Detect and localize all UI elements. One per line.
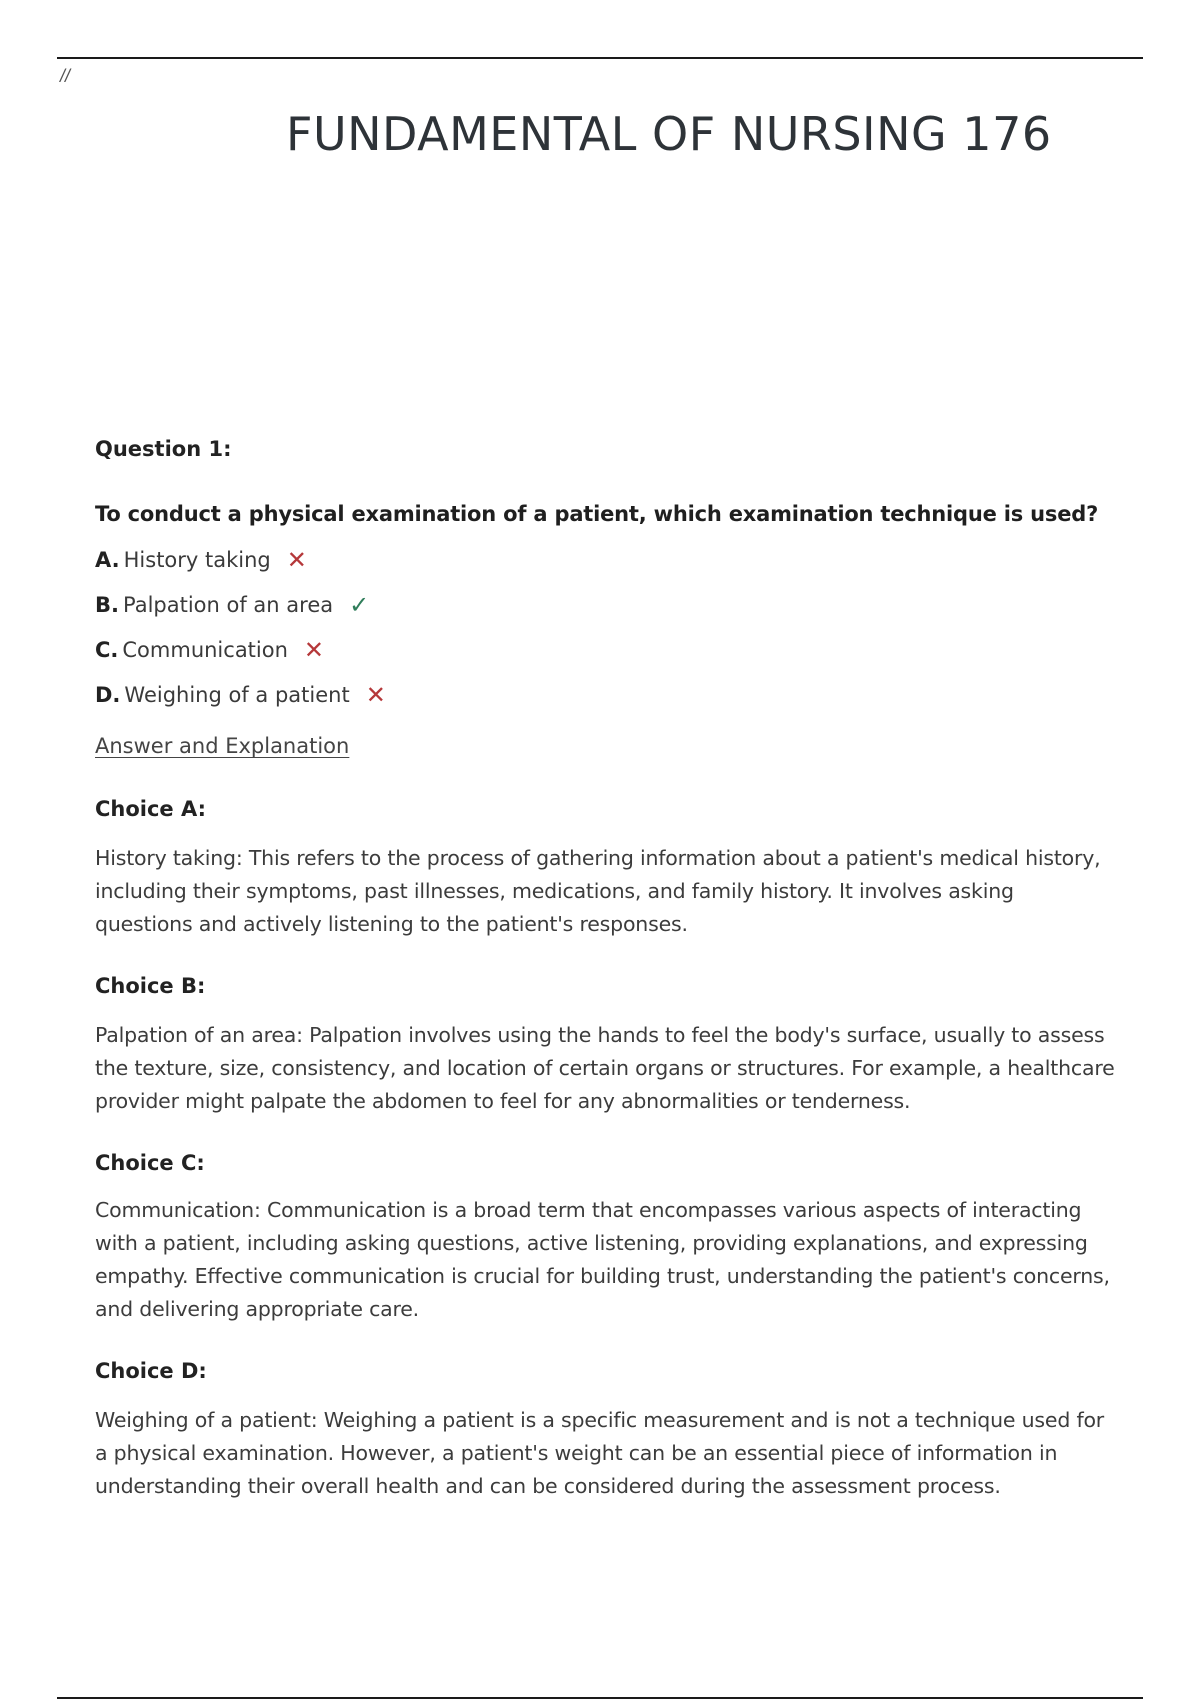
choice-c-heading: Choice C: <box>95 1151 205 1175</box>
choice-b-explanation: Palpation of an area: Palpation involves using the hands to feel the body's surface, usually to assess the texture, size, consistency, and location of certain organs or structures. For example, a healthcare provider might palpate the abdomen to feel for any abnormalities or tenderness. <box>95 1023 1115 1113</box>
question-section <box>95 434 1115 1503</box>
option-letter: C. <box>95 638 119 662</box>
bottom-rule <box>57 1697 1143 1699</box>
option-b[interactable] <box>95 590 1115 620</box>
cross-icon: ✕ <box>286 546 307 574</box>
document-title: FUNDAMENTAL OF NURSING 176 <box>286 106 1052 161</box>
choice-d-explanation: Weighing of a patient: Weighing a patient is a specific measurement and is not a technique used for a physical examination. However, a patient's weight can be an essential piece of information in understanding their overall health and can be considered during the assessment process. <box>95 1408 1105 1498</box>
corner-mark: // <box>60 66 71 86</box>
option-letter: B. <box>95 593 119 617</box>
option-text: Palpation of an area <box>122 593 334 617</box>
option-letter: A. <box>95 548 120 572</box>
option-text: Weighing of a patient <box>124 683 350 707</box>
cross-icon: ✕ <box>365 681 386 709</box>
check-icon: ✓ <box>349 591 370 619</box>
choice-a-heading: Choice A: <box>95 797 207 821</box>
choice-a-explanation: History taking: This refers to the process of gathering information about a patient's medical history, including their symptoms, past illnesses, medications, and family history. It involves asking questions and actively listening to the patient's responses. <box>95 846 1101 936</box>
choice-c-explanation: Communication: Communication is a broad term that encompasses various aspects of interacting with a patient, including asking questions, active listening, providing explanations, and expressing empathy. Effective communication is crucial for building trust, understanding the patient's concerns, and delivering appropriate care. <box>95 1198 1110 1321</box>
choice-d-heading: Choice D: <box>95 1359 207 1383</box>
answer-options <box>95 545 1115 710</box>
option-text: Communication <box>122 638 288 662</box>
cross-icon: ✕ <box>303 636 325 664</box>
question-label: Question 1: <box>95 437 232 461</box>
option-d[interactable] <box>95 680 1115 710</box>
option-a[interactable] <box>95 545 1115 575</box>
question-text: To conduct a physical examination of a patient, which examination technique is used? <box>95 502 1099 526</box>
option-text: History taking <box>123 548 271 572</box>
top-rule <box>57 57 1143 59</box>
choice-b-heading: Choice B: <box>95 974 206 998</box>
answer-explanation-link[interactable]: Answer and Explanation <box>95 734 350 758</box>
option-c[interactable] <box>95 635 1115 665</box>
option-letter: D. <box>95 683 121 707</box>
